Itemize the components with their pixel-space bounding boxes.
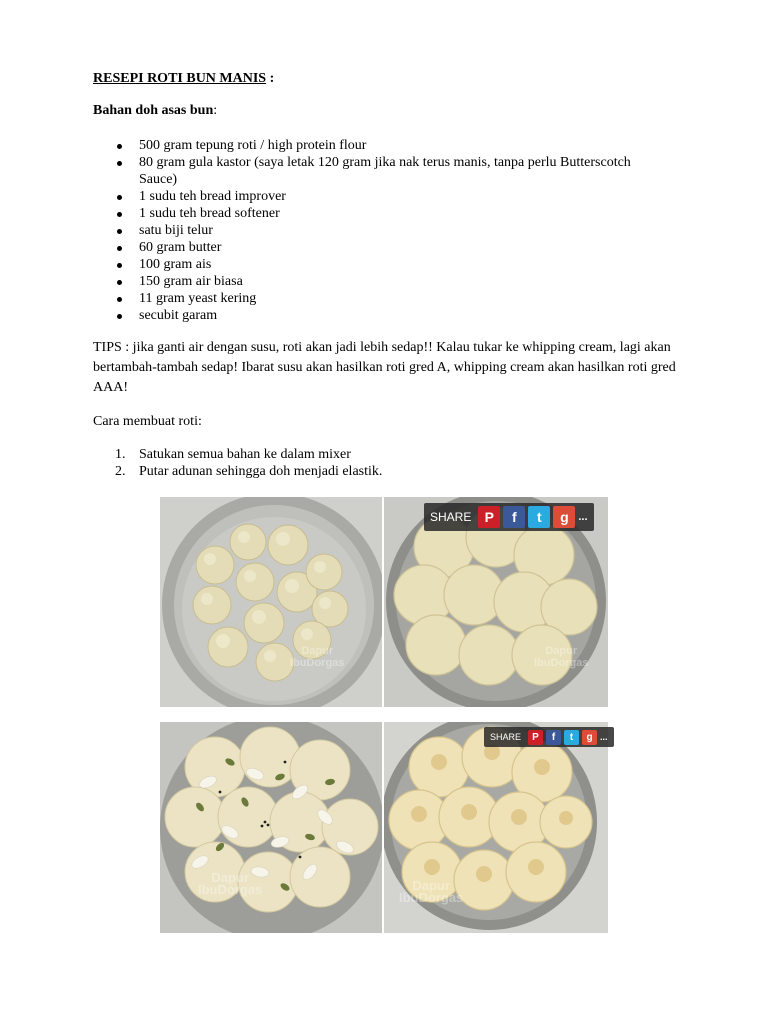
watermark-line: IbuDorgas xyxy=(399,890,464,905)
pinterest-icon[interactable]: P xyxy=(478,506,500,528)
ingredients-list xyxy=(93,137,633,324)
watermark-line: IbuDorgas xyxy=(198,882,263,897)
ingredient-item: satu biji telur xyxy=(93,222,633,239)
step-number: 2. xyxy=(115,464,126,479)
ingredient-item: 80 gram gula kastor (saya letak 120 gram jika nak terus manis, tanpa perlu Butterscotch Sauce) xyxy=(93,154,633,188)
pinterest-icon[interactable]: P xyxy=(528,730,543,745)
watermark-line: Dapur xyxy=(211,870,249,885)
photo-collage xyxy=(160,497,608,933)
watermark-line: Dapur xyxy=(545,645,578,657)
facebook-icon[interactable]: f xyxy=(546,730,561,745)
dough-balls-image xyxy=(160,497,382,707)
share-more-button[interactable]: ... xyxy=(600,732,608,742)
tips-paragraph: TIPS : jika ganti air dengan susu, roti akan jadi lebih sedap!! Kalau tukar ke whipping cream, lagi akan bertambah-tambah sedap! Ibarat susu akan hasilkan roti gred A, whipping cream akan hasilkan roti gred AAA! xyxy=(93,340,676,395)
share-label: SHARE xyxy=(490,732,522,742)
ingredient-item: 1 sudu teh bread improver xyxy=(93,188,633,205)
photo-watermark xyxy=(534,645,588,669)
ingredient-item: secubit garam xyxy=(93,307,633,324)
twitter-icon[interactable]: t xyxy=(528,506,550,528)
watermark-line: IbuDorgas xyxy=(534,657,589,669)
step-text: Putar adunan sehingga doh menjadi elastik. xyxy=(139,464,383,479)
ingredient-item: 150 gram air biasa xyxy=(93,273,633,290)
ingredient-item: 500 gram tepung roti / high protein flour xyxy=(93,137,633,154)
photo-watermark xyxy=(399,880,463,904)
watermark-line: Dapur xyxy=(301,645,334,657)
photo-watermark xyxy=(290,645,344,669)
twitter-icon[interactable]: t xyxy=(564,730,579,745)
photo-dough-balls xyxy=(160,497,382,707)
share-bar xyxy=(424,503,594,531)
ingredient-item: 1 sudu teh bread softener xyxy=(93,205,633,222)
recipe-title xyxy=(93,70,274,88)
ingredient-item: 11 gram yeast kering xyxy=(93,290,633,307)
ingredients-heading-suffix: : xyxy=(213,103,218,118)
recipe-title-text: RESEPI ROTI BUN MANIS xyxy=(93,71,267,86)
googleplus-icon[interactable]: g xyxy=(553,506,575,528)
ingredients-heading-text: Bahan doh asas bun xyxy=(93,103,214,118)
watermark-line: IbuDorgas xyxy=(290,657,345,669)
share-bar xyxy=(484,727,614,747)
recipe-title-suffix: : xyxy=(266,71,275,86)
photo-baked-buns xyxy=(384,722,608,933)
method-steps xyxy=(93,446,593,480)
share-more-button[interactable]: ... xyxy=(578,511,588,523)
method-step xyxy=(93,463,593,480)
share-label: SHARE xyxy=(430,510,472,524)
ingredients-heading xyxy=(93,102,217,120)
watermark-line: Dapur xyxy=(412,878,450,893)
method-step xyxy=(93,446,593,463)
photo-topped-buns xyxy=(160,722,382,933)
photo-watermark xyxy=(198,872,262,896)
googleplus-icon[interactable]: g xyxy=(582,730,597,745)
step-text: Satukan semua bahan ke dalam mixer xyxy=(139,447,351,462)
ingredient-item: 60 gram butter xyxy=(93,239,633,256)
ingredient-item: 100 gram ais xyxy=(93,256,633,273)
topped-buns-image xyxy=(160,722,382,933)
facebook-icon[interactable]: f xyxy=(503,506,525,528)
step-number: 1. xyxy=(115,447,126,462)
method-heading: Cara membuat roti: xyxy=(93,414,202,429)
